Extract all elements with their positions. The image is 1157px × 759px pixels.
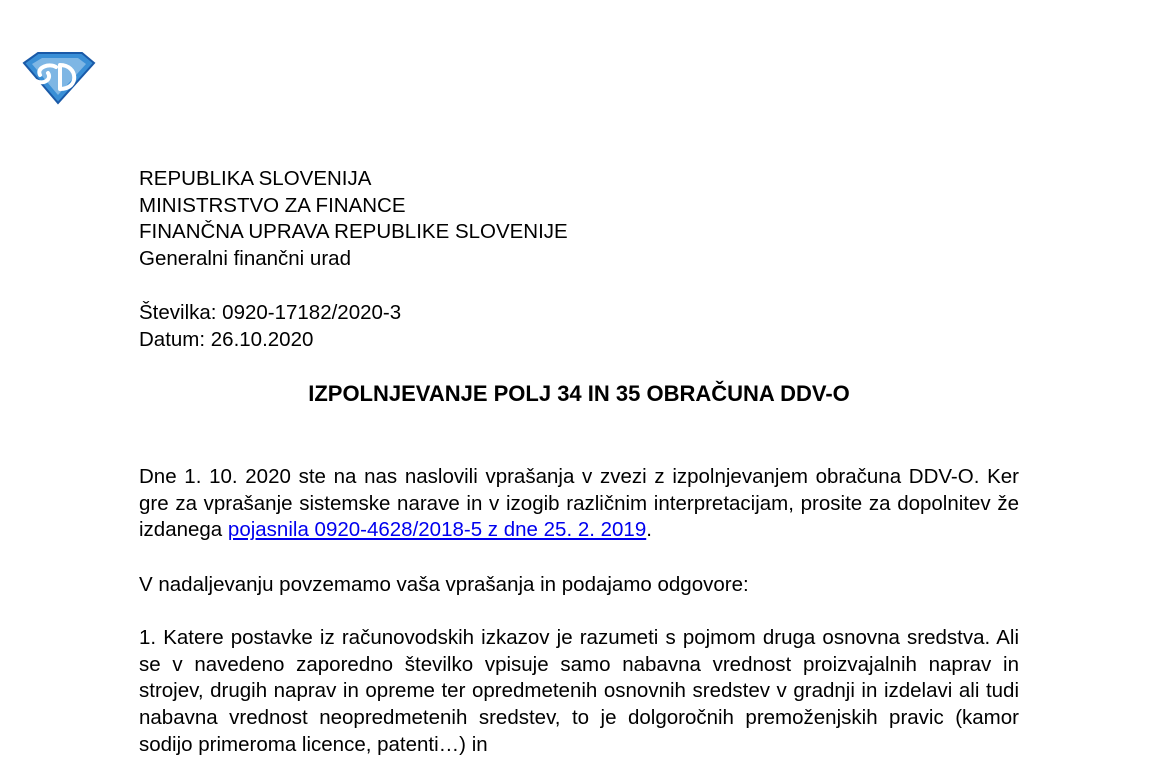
- header-line-republic: REPUBLIKA SLOVENIJA: [139, 167, 372, 190]
- question-1-paragraph: 1. Katere postavke iz računovodskih izkazov je razumeti s pojmom druga osnovna sredstva. Ali se v navedeno zaporedno številko vpisuje samo nabavna vrednost proizvajalnih naprav in strojev, drugih naprav in opreme ter opredmetenih osnovnih sredstev v gradnji in izdelavi ali tudi nabavna vrednost neopredmetenih sredstev, to je dolgoročnih premoženjskih pravic (kamor sodijo primeroma licence, patenti…) in: [139, 626, 1019, 756]
- intro-text-end: .: [646, 518, 652, 542]
- header-line-office: Generalni finančni urad: [139, 247, 351, 271]
- reference-link[interactable]: pojasnila 0920-4628/2018-5 z dne 25. 2. 2019: [227, 518, 647, 542]
- header-line-ministry: MINISTRSTVO ZA FINANCE: [139, 193, 406, 217]
- lead-paragraph: V nadaljevanju povzemamo vaša vprašanja in podajamo odgovore:: [139, 573, 749, 596]
- intro-text: Dne 1. 10. 2020 ste na nas naslovili vprašanja v zvezi z izpolnjevanjem obračuna DDV-O. Ker gre za vprašanje sistemske narave in v izogib različnim interpretacijam, prosite za dopolnitev že izdanega: [139, 465, 1019, 542]
- document-meta: [139, 300, 401, 353]
- document-date: Datum: 26.10.2020: [139, 327, 314, 351]
- shield-logo-icon: [22, 49, 96, 105]
- intro-paragraph: [139, 464, 1019, 544]
- document-number: Številka: 0920-17182/2020-3: [139, 301, 402, 324]
- issuer-header: [139, 166, 568, 273]
- document-title: IZPOLNJEVANJE POLJ 34 IN 35 OBRAČUNA DDV-O: [308, 381, 850, 406]
- header-line-administration: FINANČNA UPRAVA REPUBLIKE SLOVENIJE: [139, 220, 568, 244]
- ministry-logo: [22, 49, 96, 105]
